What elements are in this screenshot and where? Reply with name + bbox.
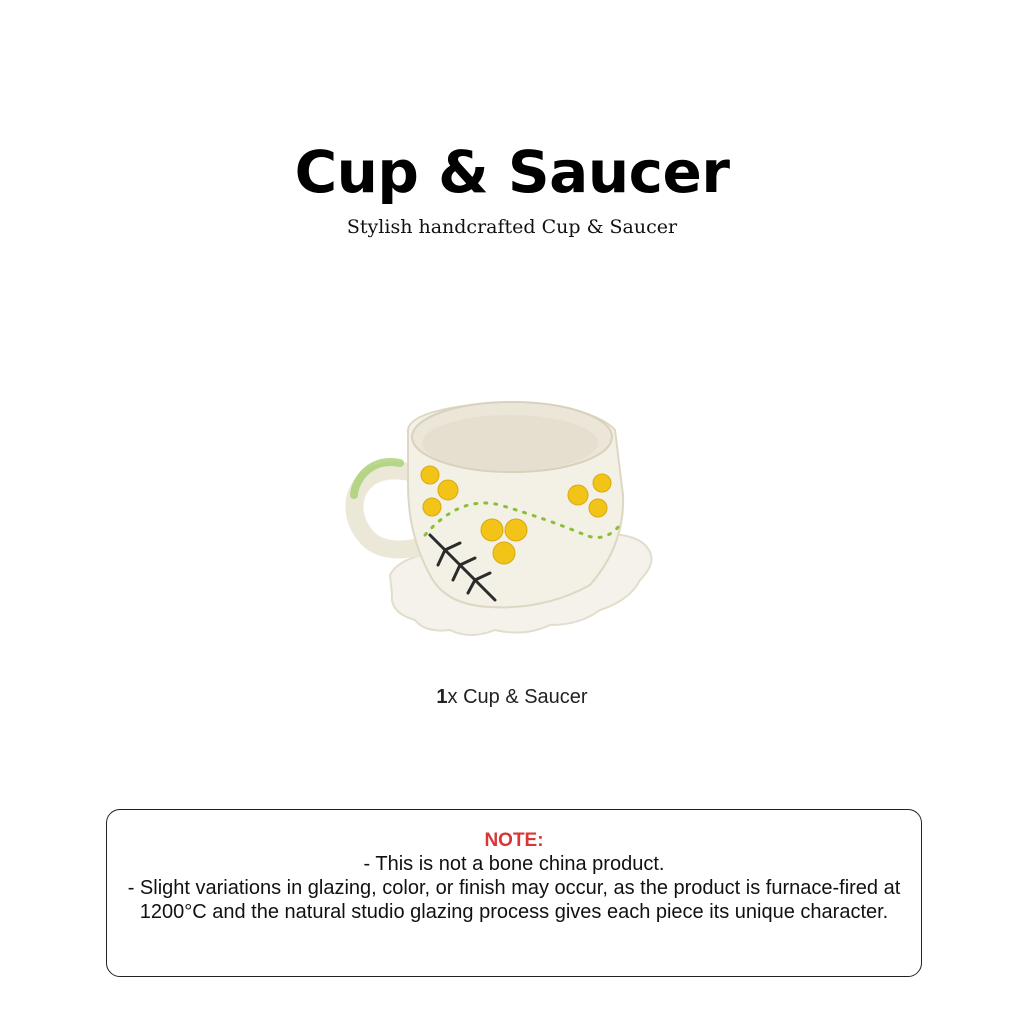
page-title: Cup & Saucer (294, 138, 730, 206)
qty-label: x Cup & Saucer (447, 686, 588, 708)
note-line-2: - Slight variations in glazing, color, or finish may occur, as the product is furnace-fired at 1200°C and the natural studio glazing process gives each piece its unique character. (127, 877, 901, 923)
product-image (330, 385, 670, 665)
qty-number: 1 (436, 686, 448, 708)
page-subtitle: Stylish handcrafted Cup & Saucer (346, 216, 678, 238)
note-heading: NOTE: (484, 830, 544, 851)
note-box (106, 809, 922, 977)
contents-quantity (0, 686, 1024, 709)
note-line-1: - This is not a bone china product. (363, 853, 665, 875)
cup-and-saucer-illustration (330, 385, 670, 665)
